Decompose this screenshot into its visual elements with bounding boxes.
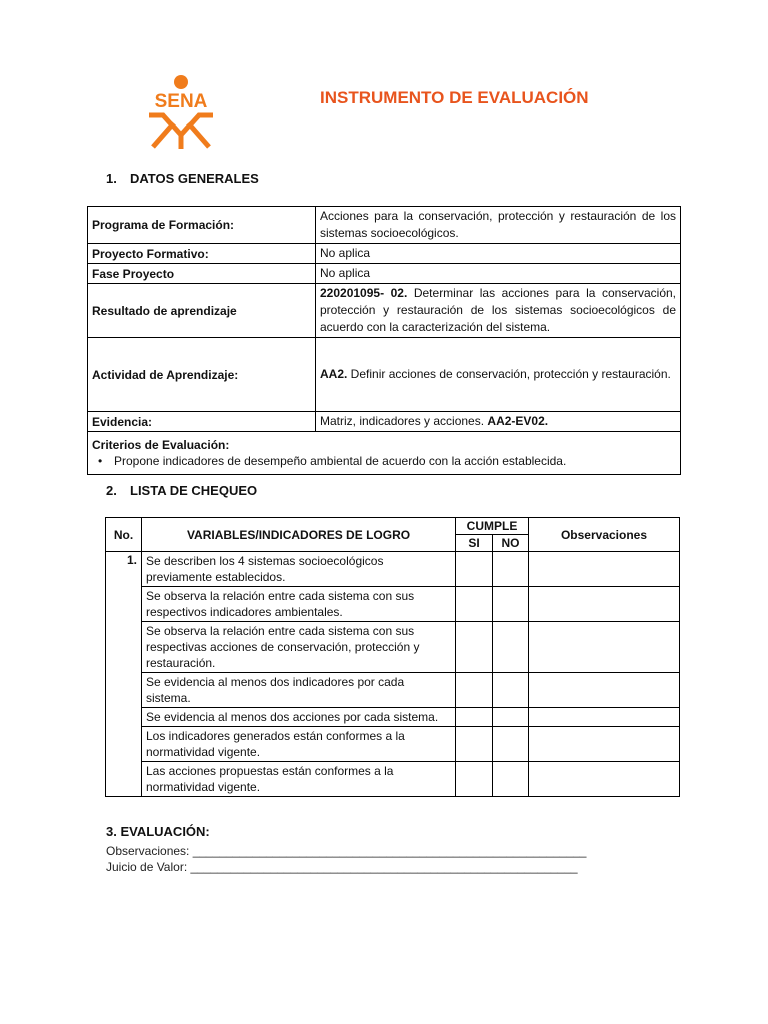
no-cell[interactable] [493, 587, 529, 622]
header-no-col: NO [493, 535, 529, 552]
header-cumple: CUMPLE [456, 518, 529, 535]
header-si: SI [456, 535, 493, 552]
indicator-text: Se observa la relación entre cada sistema con sus respectivas acciones de conservación, protección y restauración. [142, 622, 456, 673]
si-cell[interactable] [456, 762, 493, 797]
logo-text: SENA [154, 91, 208, 112]
si-cell[interactable] [456, 587, 493, 622]
table-row [106, 708, 680, 727]
no-cell[interactable] [493, 727, 529, 762]
criteria-cell [88, 432, 681, 475]
observaciones-cell[interactable] [529, 587, 680, 622]
section3-title: 3. EVALUACIÓN: [106, 824, 210, 839]
indicator-text: Se observa la relación entre cada sistema con sus respectivos indicadores ambientales. [142, 587, 456, 622]
row-value: Matriz, indicadores y acciones. AA2-EV02. [316, 412, 681, 432]
row-label: Fase Proyecto [88, 264, 316, 284]
observaciones-cell[interactable] [529, 762, 680, 797]
table-row [106, 587, 680, 622]
row-value: No aplica [316, 244, 681, 264]
table-row [88, 244, 681, 264]
observaciones-line[interactable]: Observaciones: ___________________________________________________________ [106, 844, 587, 858]
table-row [88, 207, 681, 244]
observaciones-cell[interactable] [529, 622, 680, 673]
row-label: Actividad de Aprendizaje: [88, 338, 316, 412]
bullet-icon: • [98, 454, 103, 468]
si-cell[interactable] [456, 673, 493, 708]
indicator-text: Las acciones propuestas están conformes a la normatividad vigente. [142, 762, 456, 797]
sena-logo [143, 73, 219, 149]
row-label: Evidencia: [88, 412, 316, 432]
si-cell[interactable] [456, 622, 493, 673]
no-cell[interactable] [493, 708, 529, 727]
header-variables: VARIABLES/INDICADORES DE LOGRO [142, 518, 456, 552]
table-row [88, 432, 681, 475]
table-row [88, 412, 681, 432]
table-row [106, 552, 680, 587]
table-header-row [106, 518, 680, 535]
no-cell[interactable] [493, 762, 529, 797]
header-observaciones: Observaciones [529, 518, 680, 552]
row-label: Programa de Formación: [88, 207, 316, 244]
si-cell[interactable] [456, 708, 493, 727]
no-cell[interactable] [493, 622, 529, 673]
juicio-line[interactable]: Juicio de Valor: __________________________________________________________ [106, 860, 578, 874]
table-row [88, 264, 681, 284]
section2-title: 2. LISTA DE CHEQUEO [106, 483, 258, 498]
sena-logo-icon [143, 73, 219, 149]
observaciones-cell[interactable] [529, 727, 680, 762]
indicator-text: Se evidencia al menos dos acciones por cada sistema. [142, 708, 456, 727]
indicator-text: Los indicadores generados están conformes a la normatividad vigente. [142, 727, 456, 762]
header-no: No. [106, 518, 142, 552]
si-cell[interactable] [456, 552, 493, 587]
row-value: AA2. Definir acciones de conservación, protección y restauración. [316, 338, 681, 412]
row-label: Resultado de aprendizaje [88, 284, 316, 338]
section1-title: 1. DATOS GENERALES [106, 171, 259, 186]
table-row [106, 762, 680, 797]
observaciones-cell[interactable] [529, 673, 680, 708]
si-cell[interactable] [456, 727, 493, 762]
indicator-text: Se describen los 4 sistemas socioecológicos previamente establecidos. [142, 552, 456, 587]
indicator-text: Se evidencia al menos dos indicadores por cada sistema. [142, 673, 456, 708]
observaciones-cell[interactable] [529, 552, 680, 587]
observaciones-cell[interactable] [529, 708, 680, 727]
table-row [88, 284, 681, 338]
no-cell[interactable] [493, 673, 529, 708]
table-row [106, 622, 680, 673]
general-data-table [87, 206, 681, 475]
evaluation-section [106, 824, 586, 875]
row-label: Proyecto Formativo: [88, 244, 316, 264]
page-title: INSTRUMENTO DE EVALUACIÓN [320, 88, 589, 107]
table-row [106, 727, 680, 762]
row-value: 220201095- 02. Determinar las acciones para la conservación, protección y restauración de los sistemas socioecológicos de acuerdo con la caracterización del sistema. [316, 284, 681, 338]
table-row [106, 673, 680, 708]
table-row [88, 338, 681, 412]
item-number: 1. [106, 552, 142, 797]
row-value: Acciones para la conservación, protección y restauración de los sistemas socioecológicos. [316, 207, 681, 244]
no-cell[interactable] [493, 552, 529, 587]
checklist-table [105, 517, 680, 797]
row-value: No aplica [316, 264, 681, 284]
list-item: • Propone indicadores de desempeño ambiental de acuerdo con la acción establecida. [98, 454, 567, 468]
criteria-title: Criterios de Evaluación: [92, 438, 230, 452]
